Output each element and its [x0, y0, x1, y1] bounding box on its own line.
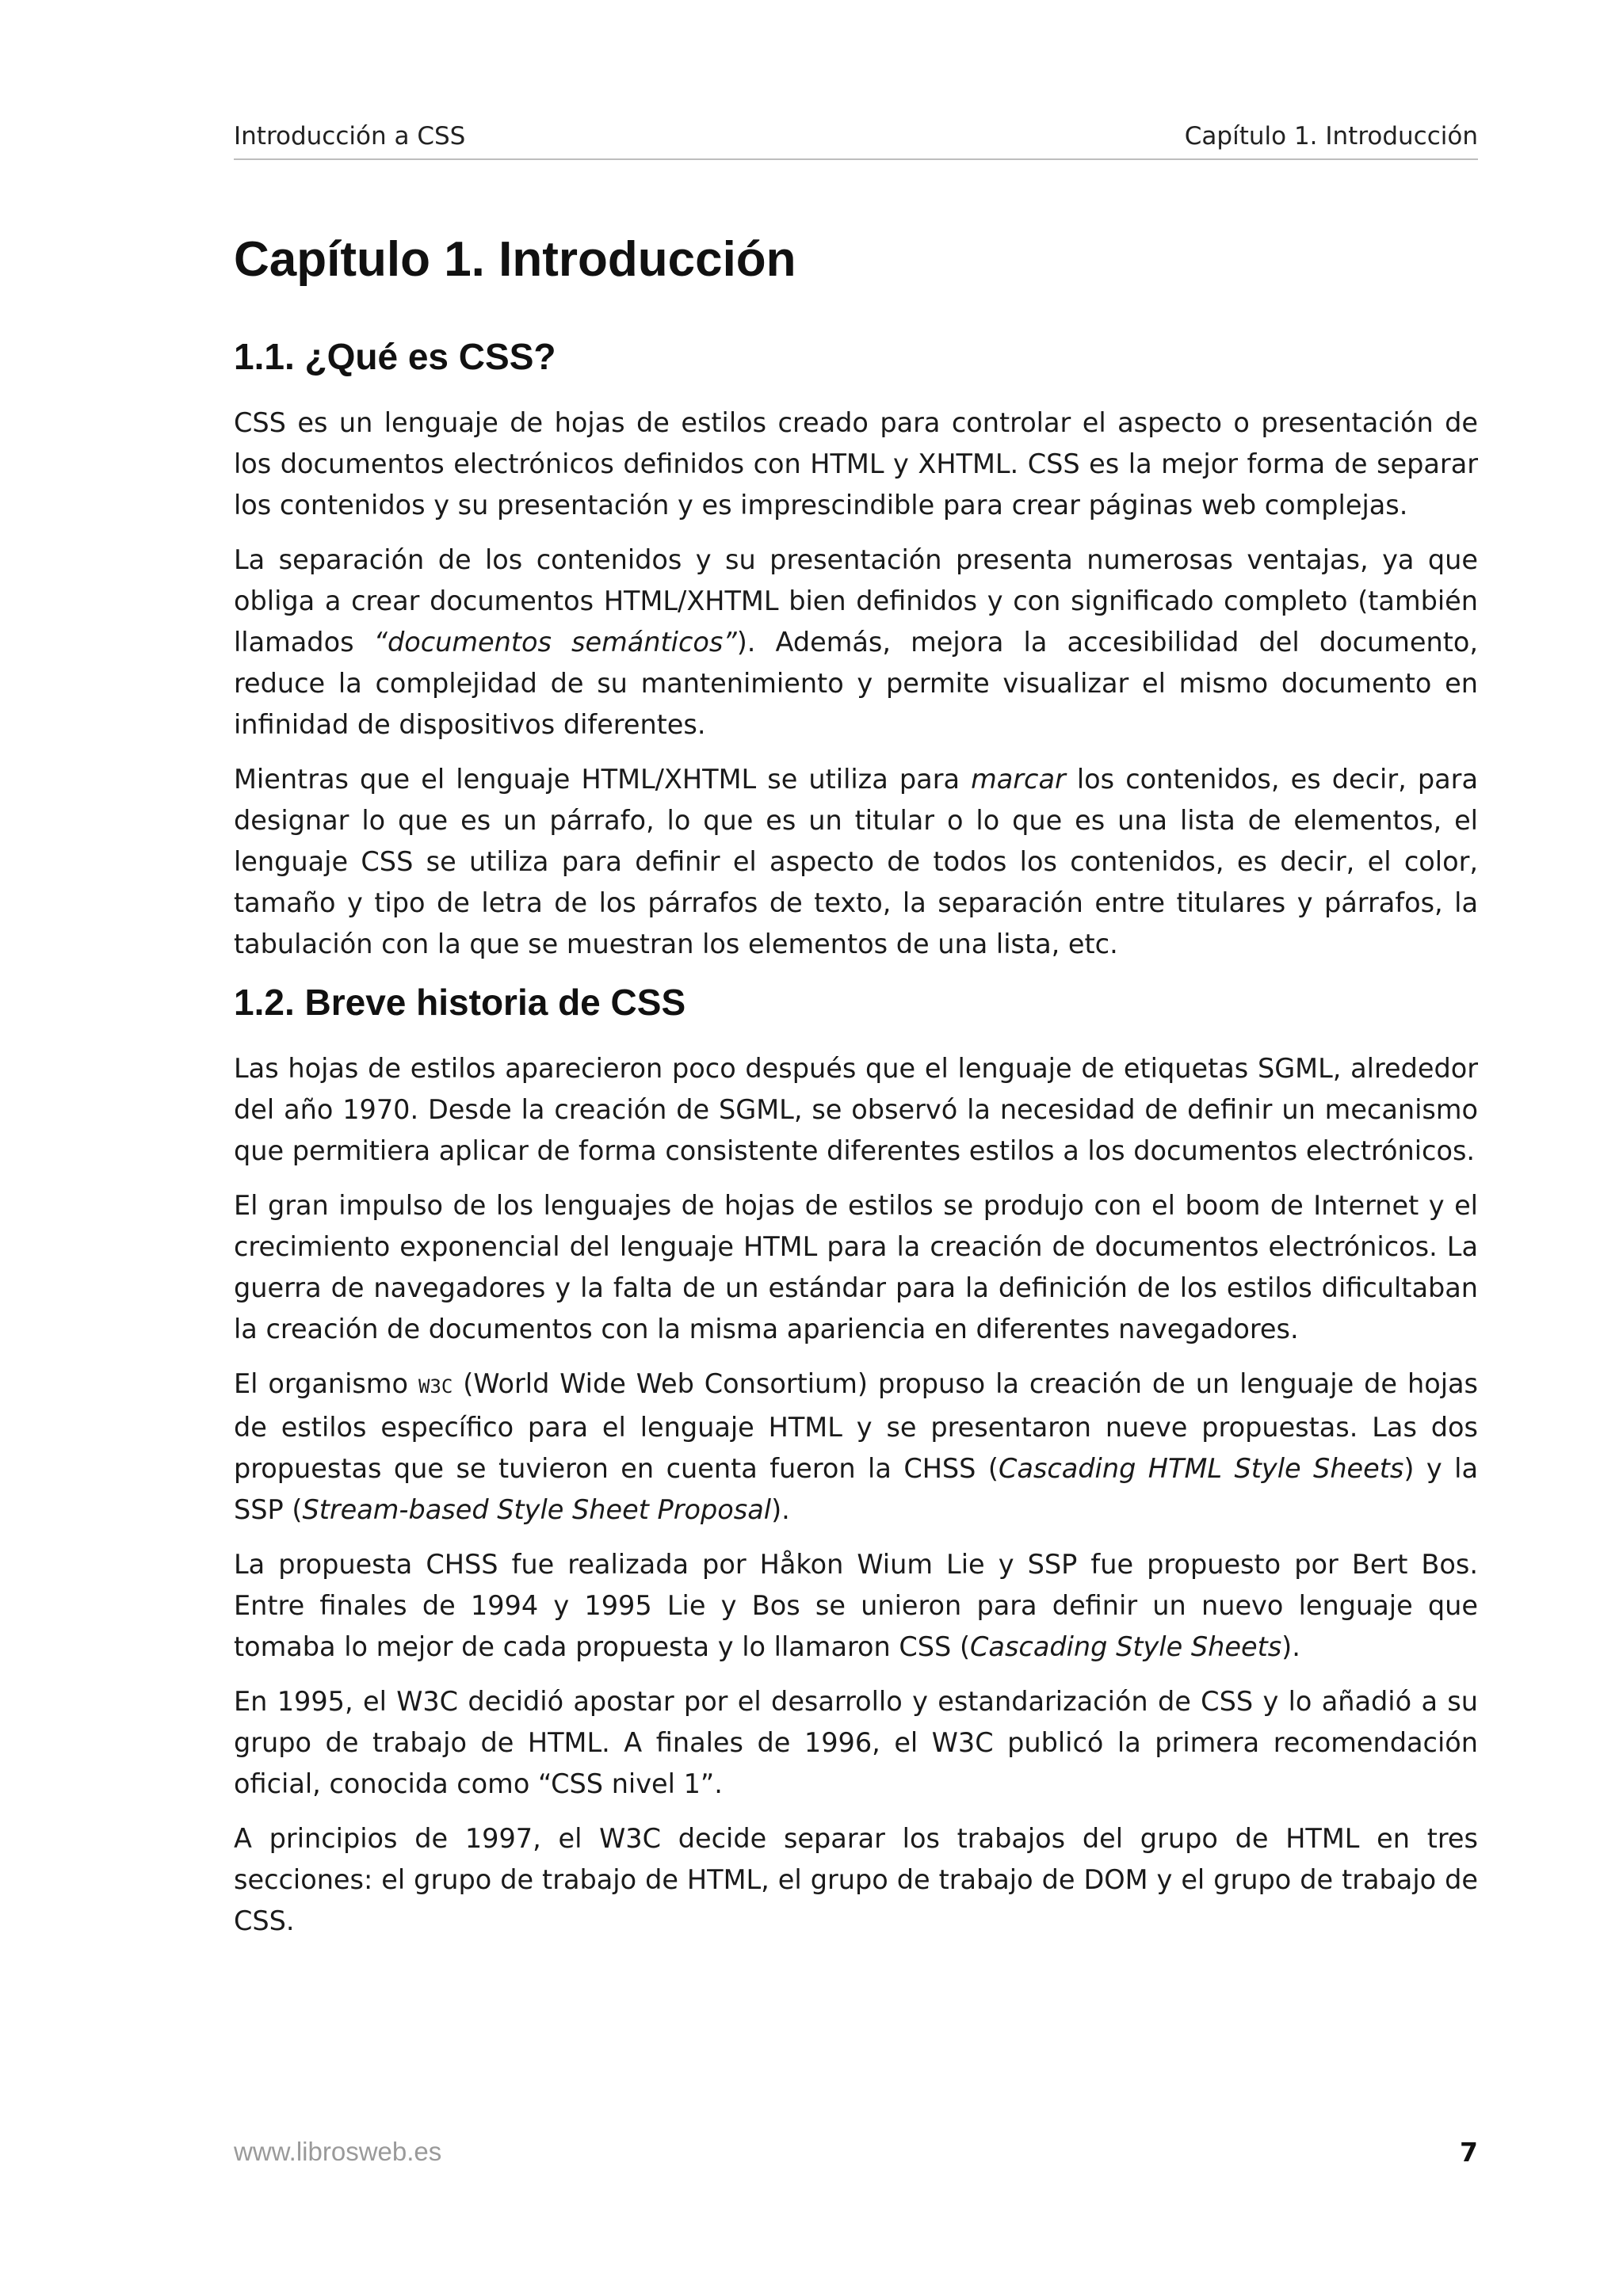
paragraph	[234, 1363, 1478, 1531]
paragraph-text: ).	[771, 1494, 790, 1525]
paragraph-text: ). Además, mejora la accesibilidad del documento, reduce la complejidad de su mantenimiento y permite visualizar el mismo documento en infinidad de dispositivos diferentes.	[234, 627, 1478, 740]
code-text: W3C	[418, 1375, 453, 1398]
paragraph	[234, 402, 1478, 526]
page-number: 7	[1460, 2137, 1478, 2168]
header-book-title: Introducción a CSS	[234, 122, 466, 151]
emphasis-text: Cascading HTML Style Sheets	[998, 1453, 1404, 1484]
paragraph-text: El organismo	[234, 1368, 418, 1399]
paragraph-text: La propuesta CHSS fue realizada por Håkon Wium Lie y SSP fue propuesto por Bert Bos. Entre finales de 1994 y 1995 Lie y Bos se unieron para definir un nuevo lenguaje que tomaba lo mejor de cada propuesta y lo llamaron CSS (	[234, 1549, 1478, 1662]
paragraph-text: Las hojas de estilos aparecieron poco después que el lenguaje de etiquetas SGML, alrededor del año 1970. Desde la creación de SGML, se observó la necesidad de definir un mecanismo que permitiera aplicar de forma consistente diferentes estilos a los documentos electrónicos.	[234, 1053, 1478, 1166]
paragraph	[234, 1185, 1478, 1350]
emphasis-text: Cascading Style Sheets	[970, 1631, 1282, 1662]
emphasis-text: “documentos semánticos”	[373, 627, 737, 658]
running-footer	[234, 2137, 1478, 2176]
chapter-content	[234, 333, 1478, 1955]
paragraph	[234, 1681, 1478, 1805]
paragraph-text: ).	[1281, 1631, 1300, 1662]
running-header	[234, 119, 1478, 160]
paragraph-text: La separación de los contenidos y su presentación presenta numerosas ventajas, ya que obliga a crear documentos HTML/XHTML bien definidos y con significado completo (también llamados	[234, 544, 1478, 658]
paragraph	[234, 1544, 1478, 1668]
emphasis-text: Stream-based Style Sheet Proposal	[302, 1494, 772, 1525]
chapter-title: Capítulo 1. Introducción	[234, 232, 796, 287]
paragraph-text: ) y la SSP (	[234, 1453, 1478, 1525]
paragraph	[234, 540, 1478, 746]
paragraph-text: CSS es un lenguaje de hojas de estilos creado para controlar el aspecto o presentación de los documentos electrónicos definidos con HTML y XHTML. CSS es la mejor forma de separar los contenidos y su presentación y es imprescindible para crear páginas web complejas.	[234, 407, 1478, 521]
paragraph-text: En 1995, el W3C decidió apostar por el desarrollo y estandarización de CSS y lo añadió a su grupo de trabajo de HTML. A finales de 1996, el W3C publicó la primera recomendación oficial, conocida como “CSS nivel 1”.	[234, 1686, 1478, 1799]
paragraph-text: El gran impulso de los lenguajes de hojas de estilos se produjo con el boom de Internet y el crecimiento exponencial del lenguaje HTML para la creación de documentos electrónicos. La guerra de navegadores y la falta de un estándar para la definición de los estilos dificultaban la creación de documentos con la misma apariencia en diferentes navegadores.	[234, 1190, 1478, 1344]
section-heading-css-history: 1.2. Breve historia de CSS	[234, 982, 686, 1023]
paragraph-text: los contenidos, es decir, para designar lo que es un párrafo, lo que es un titular o lo que es una lista de elementos, el lenguaje CSS se utiliza para definir el aspecto de todos los contenidos, es decir, el color, tamaño y tipo de letra de los párrafos de texto, la separación entre titulares y párrafos, la tabulación con la que se muestran los elementos de una lista, etc.	[234, 764, 1478, 959]
header-chapter-title: Capítulo 1. Introducción	[1184, 122, 1478, 151]
paragraph	[234, 1818, 1478, 1942]
emphasis-text: marcar	[971, 764, 1066, 795]
section-heading-what-is-css: 1.1. ¿Qué es CSS?	[234, 336, 556, 377]
document-page	[234, 0, 1478, 2296]
paragraph-text: Mientras que el lenguaje HTML/XHTML se utiliza para	[234, 764, 972, 795]
paragraph	[234, 1048, 1478, 1172]
footer-site-link[interactable]: www.librosweb.es	[234, 2137, 442, 2166]
paragraph	[234, 759, 1478, 965]
paragraph-text: (World Wide Web Consortium) propuso la creación de un lenguaje de hojas de estilos específico para el lenguaje HTML y se presentaron nueve propuestas. Las dos propuestas que se tuvieron en cuenta fueron la CHSS (	[234, 1368, 1478, 1484]
paragraph-text: A principios de 1997, el W3C decide separar los trabajos del grupo de HTML en tres secciones: el grupo de trabajo de HTML, el grupo de trabajo de DOM y el grupo de trabajo de CSS.	[234, 1823, 1478, 1936]
